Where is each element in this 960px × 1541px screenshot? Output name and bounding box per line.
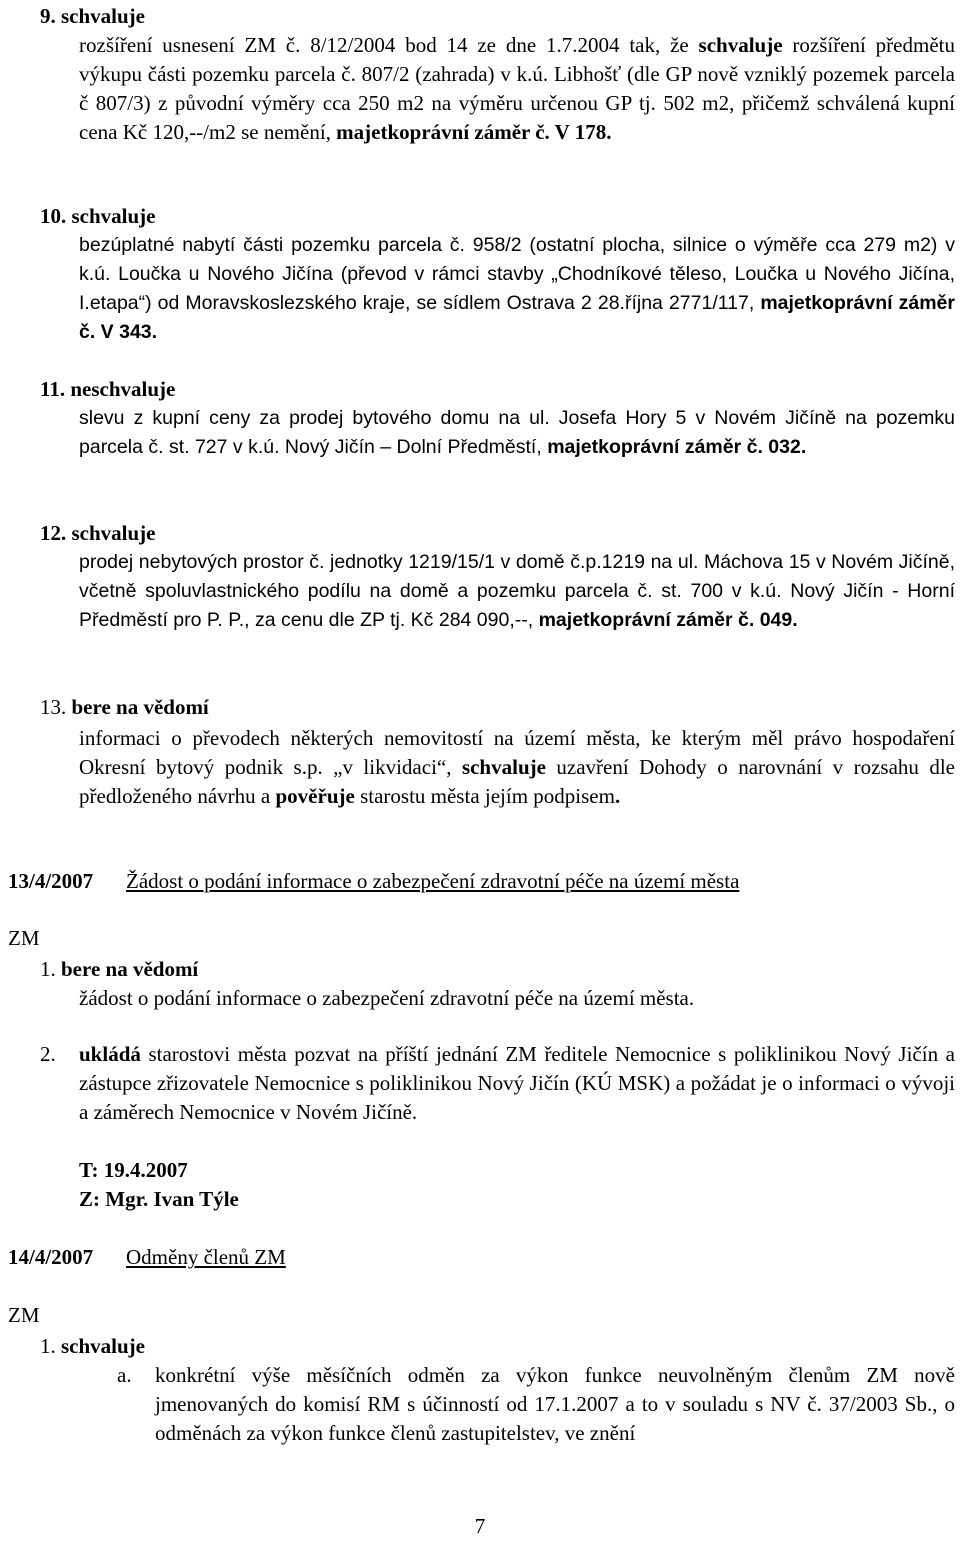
resolution-code: 14/4/2007 xyxy=(8,1245,94,1269)
responsible-person: Z: Mgr. Ivan Týle xyxy=(79,1187,239,1211)
item-verb-inline: schvaluje xyxy=(698,33,783,57)
item-number: 10. xyxy=(40,204,67,228)
section-13-point-2-text xyxy=(79,1040,955,1127)
item-9-heading xyxy=(40,2,145,31)
item-text-period: . xyxy=(614,784,621,808)
subpoint-label: a. xyxy=(117,1363,132,1387)
property-plan-ref: majetkoprávní záměr č. 032. xyxy=(547,436,807,458)
section-13-body: ZM xyxy=(8,926,40,950)
section-13-point-2-number: 2. xyxy=(40,1042,56,1066)
item-text: uzavření Dohody o narovnání v rozsahu dle předloženého návrhu a xyxy=(79,755,956,808)
item-text: prodej nebytových prostor č. jednotky 1219/15/1 v domě č.p.1219 na ul. Máchova 15 v Novém Jičíně, včetně spoluvlastnického podílu na domě a pozemku parcela č. st. 700 v k.ú. Nový Jičín - Horní Předměstí pro P. P., za cenu dle ZP tj. Kč 284 090,--, xyxy=(79,551,955,631)
item-text: slevu z kupní ceny za prodej bytového domu na ul. Josefa Hory 5 v Novém Jičíně na pozemku parcela č. st. 727 v k.ú. Nový Jičín – Dolní Předměstí, xyxy=(79,407,955,458)
item-text: bezúplatné nabytí části pozemku parcela č. 958/2 (ostatní plocha, silnice o výměře cca 279 m2) v k.ú. Loučka u Nového Jičína (převod v rámci stavby „Chodníkové těleso, Loučka u Nového Jičína, I.etapa“) od Moravskoslezského kraje, se sídlem Ostrava 2 28.října 2771/117, xyxy=(79,234,955,314)
item-number: 11. xyxy=(40,377,66,401)
item-verb: schvaluje xyxy=(71,521,156,545)
item-verb-inline: schvaluje xyxy=(461,755,546,779)
subpoint-a-text: konkrétní výše měsíčních odměn za výkon funkce neuvolněným členům ZM nově jmenovaných do komisí RM s účinností od 17.1.2007 a to v souladu s NV č. 37/2003 Sb., o odměnách za výkon funkce členů zastupitelstev, ve znění xyxy=(155,1363,955,1445)
item-text: starostu města jejím podpisem xyxy=(354,784,615,808)
item-number: 9. xyxy=(40,4,56,28)
item-verb: schvaluje xyxy=(61,4,145,28)
item-text: informaci o převodech některých nemovitostí na území města, ke kterým měl právo hospodaření Okresní bytový podnik s.p. „v likvidaci“, xyxy=(79,726,955,779)
point-verb: ukládá xyxy=(79,1042,141,1066)
term-date: T: 19.4.2007 xyxy=(79,1158,188,1182)
section-13-point-1-text: žádost o podání informace o zabezpečení zdravotní péče na území města. xyxy=(79,986,695,1010)
item-verb: schvaluje xyxy=(71,204,156,228)
section-13-heading xyxy=(8,867,739,896)
point-number: 1. xyxy=(40,1334,56,1358)
point-number: 1. xyxy=(40,957,56,981)
property-plan-ref: majetkoprávní záměr č. V 178. xyxy=(336,120,612,144)
item-12-text xyxy=(79,548,955,635)
item-11-text xyxy=(79,404,955,462)
resolution-code: 13/4/2007 xyxy=(8,869,94,893)
item-10-heading xyxy=(40,202,156,231)
item-number: 13. xyxy=(40,695,67,719)
item-verb: bere na vědomí xyxy=(71,695,209,719)
property-plan-ref: majetkoprávní záměr č. V 343. xyxy=(79,292,955,343)
section-14-point-1-heading xyxy=(40,1332,145,1361)
item-10-text xyxy=(79,231,955,347)
item-11-heading xyxy=(40,375,175,404)
item-number: 12. xyxy=(40,521,67,545)
item-12-heading xyxy=(40,519,156,548)
property-plan-ref: majetkoprávní záměr č. 049. xyxy=(538,609,798,631)
section-13-point-1-heading xyxy=(40,955,198,984)
item-text: rozšíření předmětu výkupu části pozemku parcela č. 807/2 (zahrada) v k.ú. Libhošť (dle GP nově vzniklý pozemek parcela č 807/3) z původní výměry cca 250 m2 na výměru určenou GP tj. 502 m2, přičemž schválená kupní cena Kč 120,--/m2 se nemění, xyxy=(79,33,955,144)
point-verb: bere na vědomí xyxy=(61,957,199,981)
point-text: starostovi města pozvat na příští jednání ZM ředitele Nemocnice s poliklinikou Nový Jičín a zástupce zřizovatele Nemocnice s poliklinikou Nový Jičín (KÚ MSK) a požádat je o informaci o vývoji a záměrech Nemocnice v Novém Jičíně. xyxy=(79,1042,955,1124)
item-13-text xyxy=(79,724,955,811)
item-verb-inline: pověřuje xyxy=(275,784,355,808)
item-13-heading xyxy=(40,693,209,722)
page-number: 7 xyxy=(474,1514,486,1538)
item-9-text xyxy=(79,31,955,147)
item-verb: neschvaluje xyxy=(70,377,176,401)
section-14-heading xyxy=(8,1243,286,1272)
resolution-title: Odměny členů ZM xyxy=(126,1245,286,1269)
point-verb: schvaluje xyxy=(61,1334,145,1358)
resolution-title: Žádost o podání informace o zabezpečení zdravotní péče na území města xyxy=(126,869,740,893)
section-14-body: ZM xyxy=(8,1303,40,1327)
item-text: rozšíření usnesení ZM č. 8/12/2004 bod 14 ze dne 1.7.2004 tak, že xyxy=(79,33,699,57)
